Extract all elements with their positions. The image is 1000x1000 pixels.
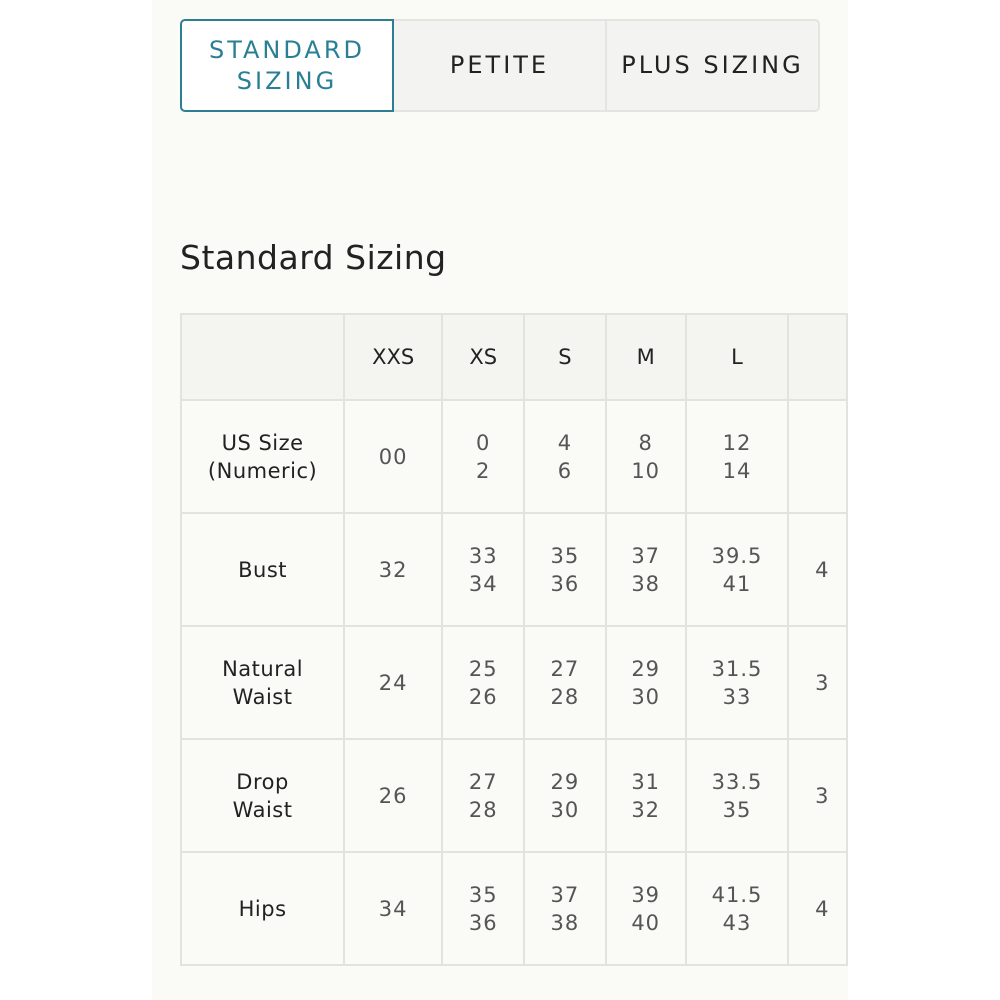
header-cell-m: M	[606, 314, 686, 400]
table-row	[181, 626, 847, 739]
table-cell: 34	[344, 852, 442, 965]
table-cell: 0 2	[442, 400, 524, 513]
table-cell: 4	[788, 513, 847, 626]
table-cell: 25 26	[442, 626, 524, 739]
table-cell: 41.5 43	[686, 852, 788, 965]
table-cell: 37 38	[606, 513, 686, 626]
table-cell: 31.5 33	[686, 626, 788, 739]
table-cell: 29 30	[606, 626, 686, 739]
table-cell: 3	[788, 626, 847, 739]
tab-standard-sizing[interactable]: STANDARD SIZING	[180, 19, 394, 112]
table-cell: 32	[344, 513, 442, 626]
table-cell: 39.5 41	[686, 513, 788, 626]
table-row	[181, 513, 847, 626]
size-chart-page	[152, 0, 848, 1000]
size-chart-table	[180, 313, 848, 966]
table-cell: 29 30	[524, 739, 605, 852]
table-cell: 31 32	[606, 739, 686, 852]
table-cell: 37 38	[524, 852, 605, 965]
sizing-tabs	[180, 19, 820, 112]
row-label-natural-waist: Natural Waist	[181, 626, 344, 739]
table-row	[181, 739, 847, 852]
table-cell: 27 28	[524, 626, 605, 739]
table-cell: 27 28	[442, 739, 524, 852]
row-label-us-size: US Size (Numeric)	[181, 400, 344, 513]
row-label-hips: Hips	[181, 852, 344, 965]
table-cell: 33.5 35	[686, 739, 788, 852]
table-cell: 35 36	[442, 852, 524, 965]
header-cell-s: S	[524, 314, 605, 400]
header-cell-xs: XS	[442, 314, 524, 400]
table-row	[181, 852, 847, 965]
table-cell: 4	[788, 852, 847, 965]
header-cell-l: L	[686, 314, 788, 400]
header-cell-cut	[788, 314, 847, 400]
row-label-bust: Bust	[181, 513, 344, 626]
table-cell: 26	[344, 739, 442, 852]
table-cell: 12 14	[686, 400, 788, 513]
table-cell: 35 36	[524, 513, 605, 626]
header-cell-empty	[181, 314, 344, 400]
section-title: Standard Sizing	[180, 238, 447, 277]
table-cell: 39 40	[606, 852, 686, 965]
table-row	[181, 400, 847, 513]
table-header-row	[181, 314, 847, 400]
table-cell: 8 10	[606, 400, 686, 513]
table-cell: 00	[344, 400, 442, 513]
table-cell	[788, 400, 847, 513]
table-cell: 24	[344, 626, 442, 739]
table-cell: 33 34	[442, 513, 524, 626]
tab-plus-sizing[interactable]: PLUS SIZING	[607, 19, 820, 112]
table-cell: 3	[788, 739, 847, 852]
tab-petite[interactable]: PETITE	[394, 19, 607, 112]
table-cell: 4 6	[524, 400, 605, 513]
row-label-drop-waist: Drop Waist	[181, 739, 344, 852]
header-cell-xxs: XXS	[344, 314, 442, 400]
